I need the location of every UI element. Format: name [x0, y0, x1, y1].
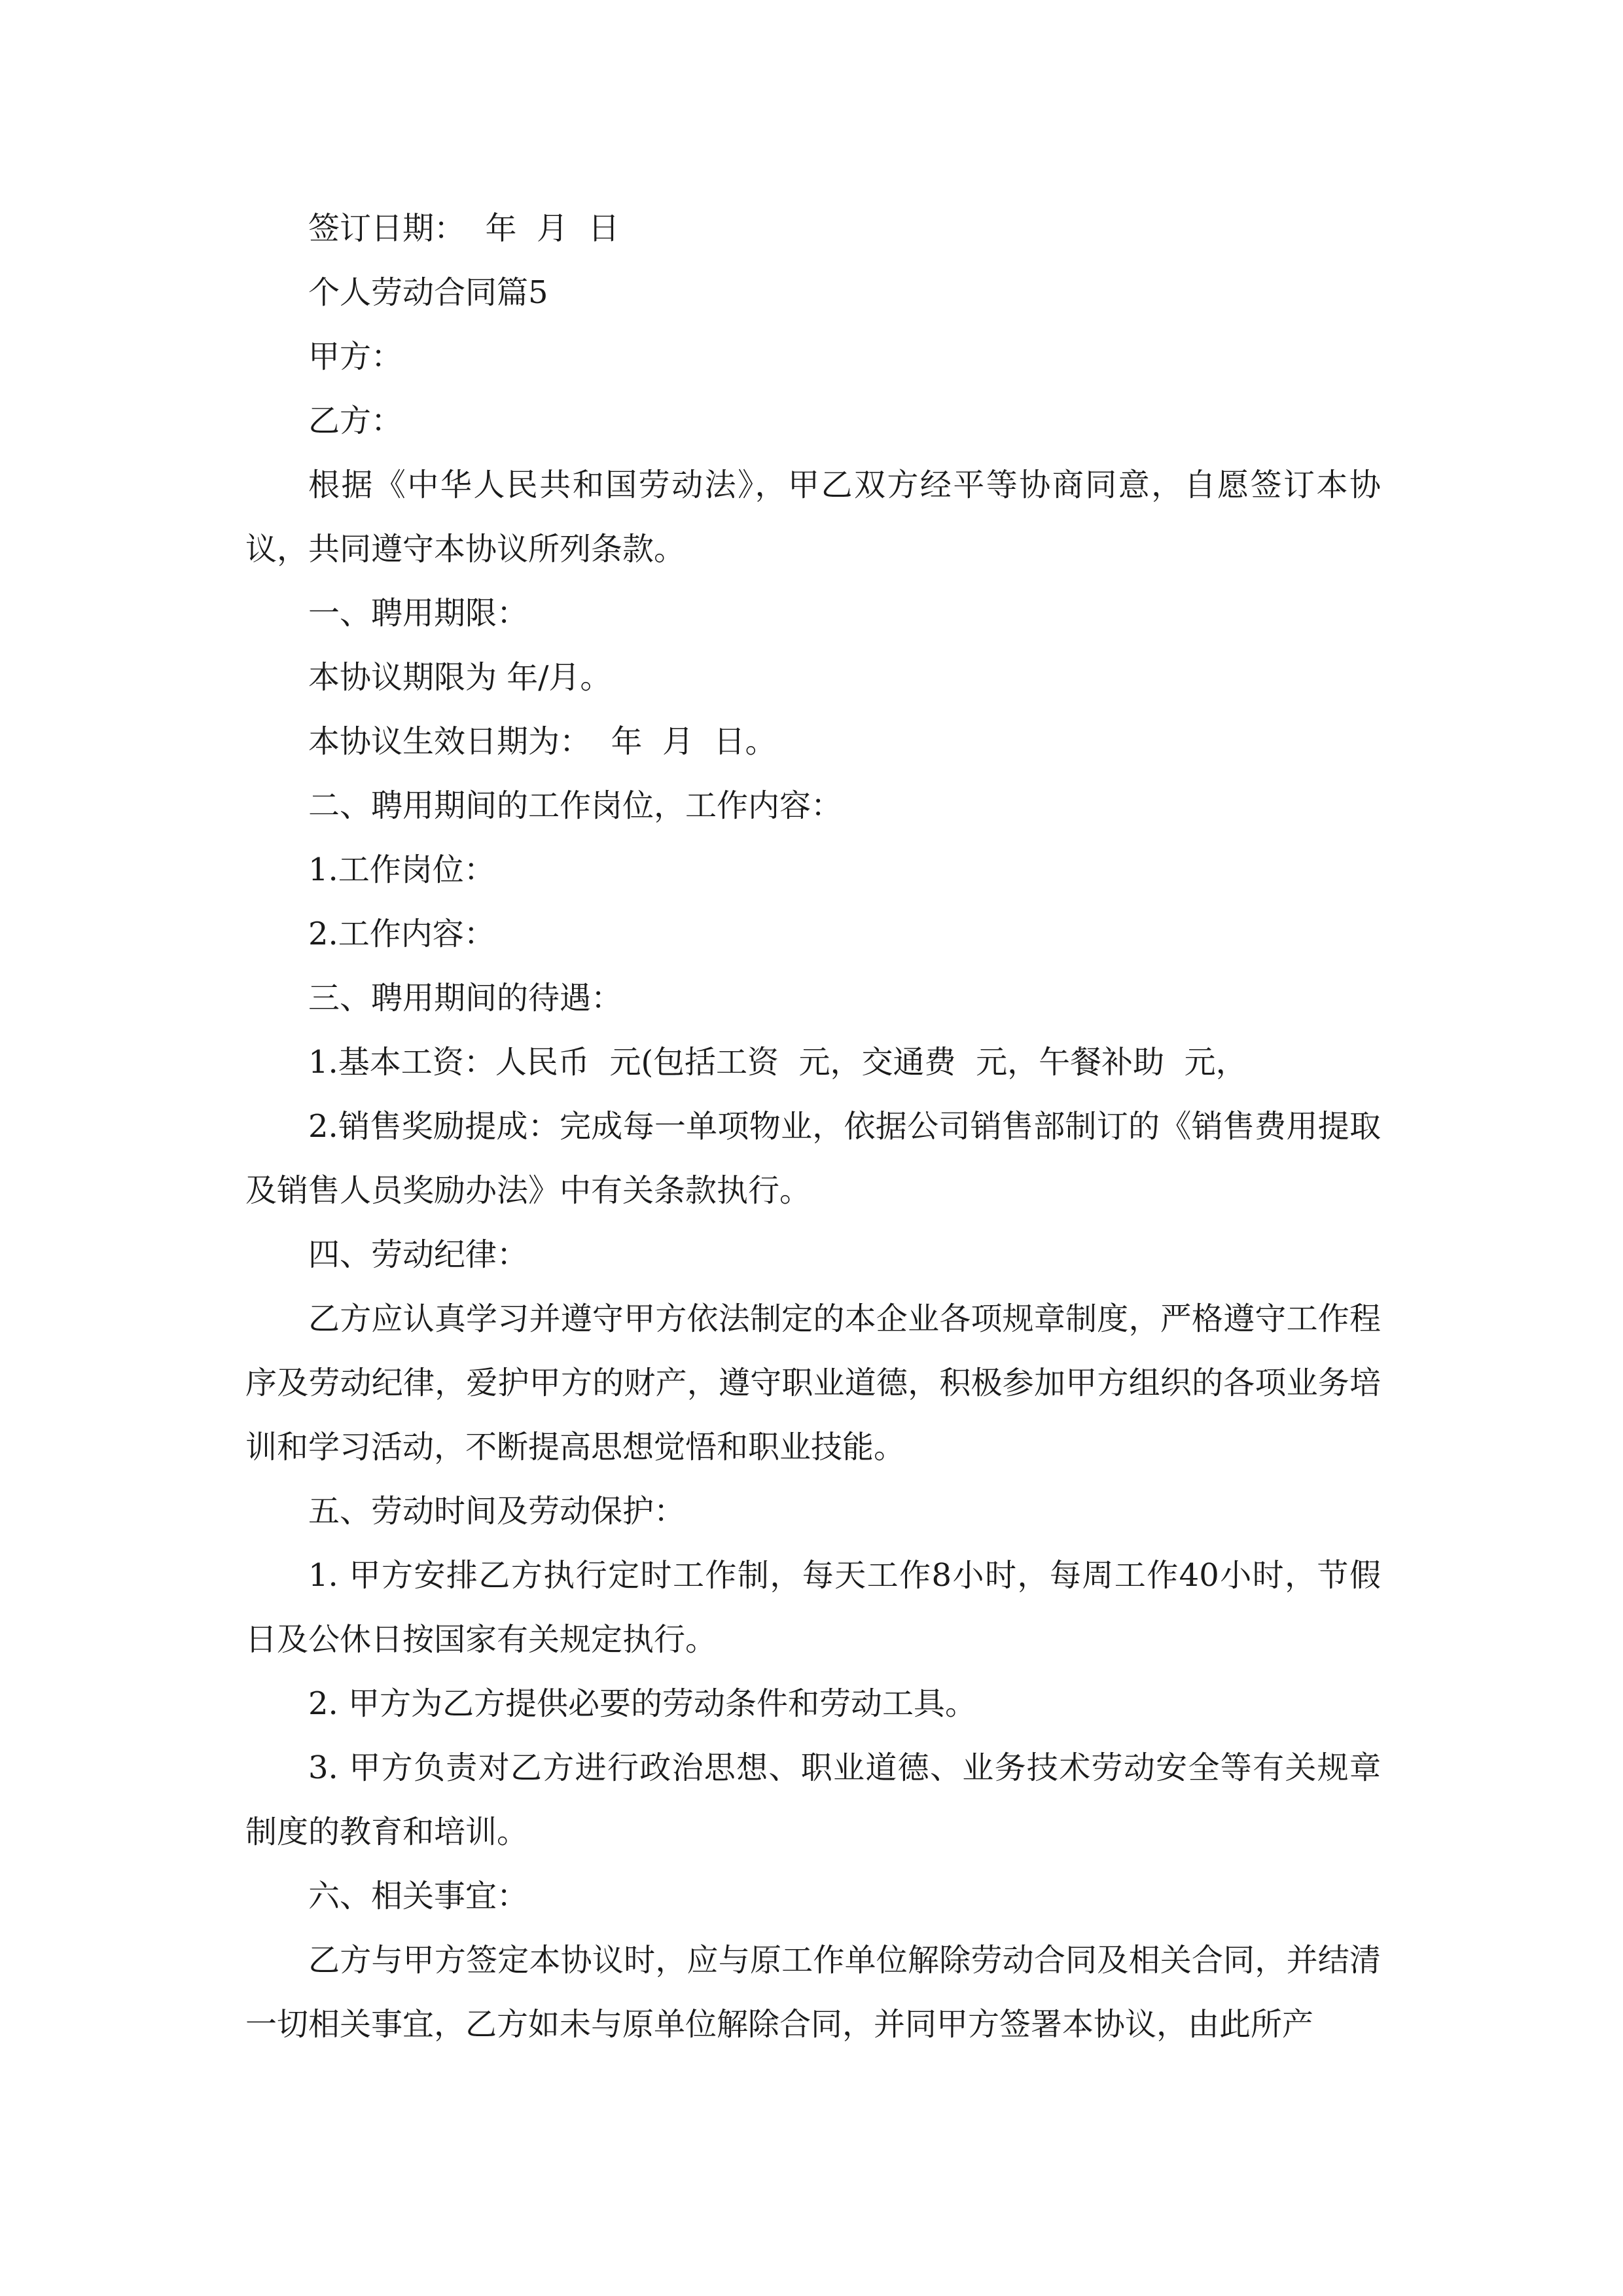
- heading-discipline: 四、劳动纪律：: [308, 1236, 529, 1273]
- heading-position: 二、聘用期间的工作岗位，工作内容：: [308, 787, 843, 824]
- heading-term: 一、聘用期限：: [308, 595, 529, 632]
- work-content-item: 2.工作内容：: [308, 916, 495, 952]
- party-a-line: 甲方：: [308, 338, 403, 375]
- signing-date-line: 签订日期： 年 月 日: [308, 210, 620, 247]
- heading-working-hours: 五、劳动时间及劳动保护：: [308, 1493, 686, 1530]
- section-title: 个人劳动合同篇5: [308, 274, 548, 311]
- discipline-paragraph: 乙方应认真学习并遵守甲方依法制定的本企业各项规章制度，严格遵守工作程序及劳动纪律，爱护甲方的财产，遵守职业道德，积极参加甲方组织的各项业务培训和学习活动，不断提高思想觉悟和职业技能。: [245, 1300, 1381, 1465]
- party-b-line: 乙方：: [308, 403, 403, 439]
- heading-compensation: 三、聘用期间的待遇：: [308, 980, 623, 1016]
- related-matters-paragraph: 乙方与甲方签定本协议时，应与原工作单位解除劳动合同及相关合同，并结清一切相关事宜，乙方如未与原单位解除合同，并同甲方签署本协议，由此所产: [245, 1942, 1381, 2043]
- term-duration: 本协议期限为 年/月。: [308, 659, 612, 696]
- hours-item-2: 2. 甲方为乙方提供必要的劳动条件和劳动工具。: [308, 1685, 977, 1722]
- salary-item: 1.基本工资：人民币 元(包括工资 元，交通费 元，午餐补助 元，: [308, 1044, 1247, 1081]
- commission-item: 2.销售奖励提成：完成每一单项物业，依据公司销售部制订的《销售费用提取及销售人员奖励办法》中有关条款执行。: [245, 1108, 1381, 1209]
- effective-date: 本协议生效日期为： 年 月 日。: [308, 723, 777, 760]
- document-body: [245, 196, 1381, 2056]
- intro-paragraph: 根据《中华人民共和国劳动法》，甲乙双方经平等协商同意，自愿签订本协议，共同遵守本协议所列条款。: [245, 467, 1381, 567]
- hours-item-1: 1. 甲方安排乙方执行定时工作制，每天工作8小时，每周工作40小时，节假日及公休日按国家有关规定执行。: [245, 1557, 1381, 1658]
- position-item: 1.工作岗位：: [308, 852, 495, 888]
- heading-related-matters: 六、相关事宜：: [308, 1878, 529, 1914]
- hours-item-3: 3. 甲方负责对乙方进行政治思想、职业道德、业务技术劳动安全等有关规章制度的教育和培训。: [245, 1749, 1381, 1850]
